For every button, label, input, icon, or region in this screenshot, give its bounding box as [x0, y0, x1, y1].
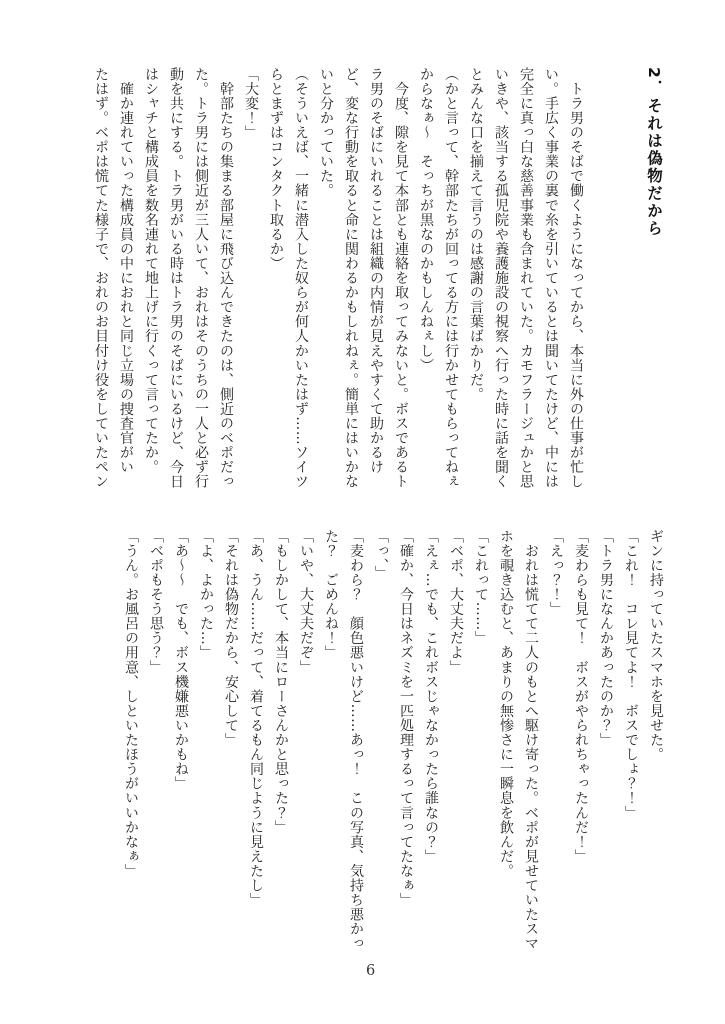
- text-line: とみんな口を揃えて言うのは感謝の言葉ばかりだ。: [468, 67, 484, 402]
- text-line: おれは慌てて二人のもとへ駆け寄った。ベポが見せていたスマ: [523, 529, 539, 951]
- text-line: 今度、隙を見て本部とも連絡を取ってみないと。ボスであるト: [393, 67, 409, 489]
- text-line: トラ男のそばで働くようになってから、本当に外の仕事が忙し: [568, 67, 584, 489]
- text-line: たはず。ベポは慌てた様子で、おれのお目付け役をしていたペン: [93, 67, 109, 489]
- text-line: 「もしかして、本当にローさんかと思った？」: [273, 529, 289, 835]
- text-line: い。手広く事業の裏で糸を引いているとは聞いてたけど、中には: [543, 67, 559, 489]
- text-line: （そういえば、一緒に潜入した奴らが何人かいたはず……ソイツ: [293, 67, 309, 489]
- chapter-title: 2．それは偽物だから: [645, 67, 663, 238]
- text-line: た？ ごめんね！」: [323, 529, 339, 660]
- text-line: 「大変！」: [243, 67, 259, 140]
- text-line: 「ベポもそう思う？」: [148, 529, 164, 675]
- text-line: からなぁ～ そっちが黒なのかもしんねぇし）: [418, 67, 434, 373]
- text-line: 「これ！ コレ見てよ！ ボスでしょ？！」: [623, 529, 639, 820]
- upper-text-band: [88, 67, 588, 499]
- lower-text-band: [118, 529, 668, 961]
- text-line: いきや、該当する孤児院や養護施設の視察へ行った時に話を聞く: [493, 67, 509, 489]
- text-line: 「ベポ、大丈夫だよ」: [448, 529, 464, 675]
- text-line: いと分かっていた。: [318, 67, 334, 198]
- text-line: 「よ、よかった…」: [198, 529, 214, 660]
- text-line: 「えっ？！」: [548, 529, 564, 617]
- text-line: 確か連れていった構成員の中におれと同じ立場の捜査官がい: [118, 67, 134, 475]
- text-line: 「あ、うん……だって、着てるもん同じように見えたし」: [248, 529, 264, 908]
- text-line: 「あ～～ でも、ボス機嫌悪いかもね」: [173, 529, 189, 791]
- text-line: らとまずはコンタクト取るか）: [268, 67, 284, 271]
- text-line: ギンに持っていたスマホを見せた。: [648, 529, 664, 762]
- text-line: 「えぇ…でも、これボスじゃなかったら誰なの？」: [423, 529, 439, 864]
- text-line: 「麦わらも見て！ ボスがやられちゃったんだ！」: [573, 529, 589, 864]
- text-line: 「それは偽物だから、安心して」: [223, 529, 239, 748]
- text-line: ど、変な行動を取ると命に関わるかもしれねぇ。簡単にはいかな: [343, 67, 359, 489]
- text-line: 動を共にする。トラ男がいる時はトラ男のそばにいるけど、今日: [168, 67, 184, 489]
- text-line: 「確か、今日はネズミを一匹処理するって言ってたなぁ」: [398, 529, 414, 908]
- text-line: ホを覗き込むと、あまりの無惨さに一瞬息を飲んだ。: [498, 529, 514, 879]
- text-line: 「うん。お風呂の用意、しといたほうがいいかなぁ」: [123, 529, 139, 879]
- text-line: た。トラ男には側近が三人いて、おれはそのうちの一人と必ず行: [193, 67, 209, 489]
- text-line: （かと言って、幹部たちが回ってる方には行かせてもらってねぇ: [443, 67, 459, 489]
- page-number: 6: [366, 963, 376, 979]
- text-line: はシャチと構成員を数名連れて地上げに行くって言ってたか。: [143, 67, 159, 475]
- text-line: 「麦わら？ 顔色悪いけど……あっ！ この写真、気持ち悪かっ: [348, 529, 364, 951]
- text-line: ラ男のそばにいれることは組織の内情が見えやすくて助かるけ: [368, 67, 384, 475]
- text-line: 「これって……」: [473, 529, 489, 646]
- text-line: 「っ、」: [373, 529, 389, 581]
- text-line: 「いや、大丈夫だぞ」: [298, 529, 314, 675]
- text-line: 完全に真っ白な慈善事業も含まれていた。カモフラージュかと思: [518, 67, 534, 489]
- text-line: 「トラ男になんかあったのか？」: [598, 529, 614, 748]
- text-line: 幹部たちの集まる部屋に飛び込んできたのは、側近のベポだっ: [218, 67, 234, 489]
